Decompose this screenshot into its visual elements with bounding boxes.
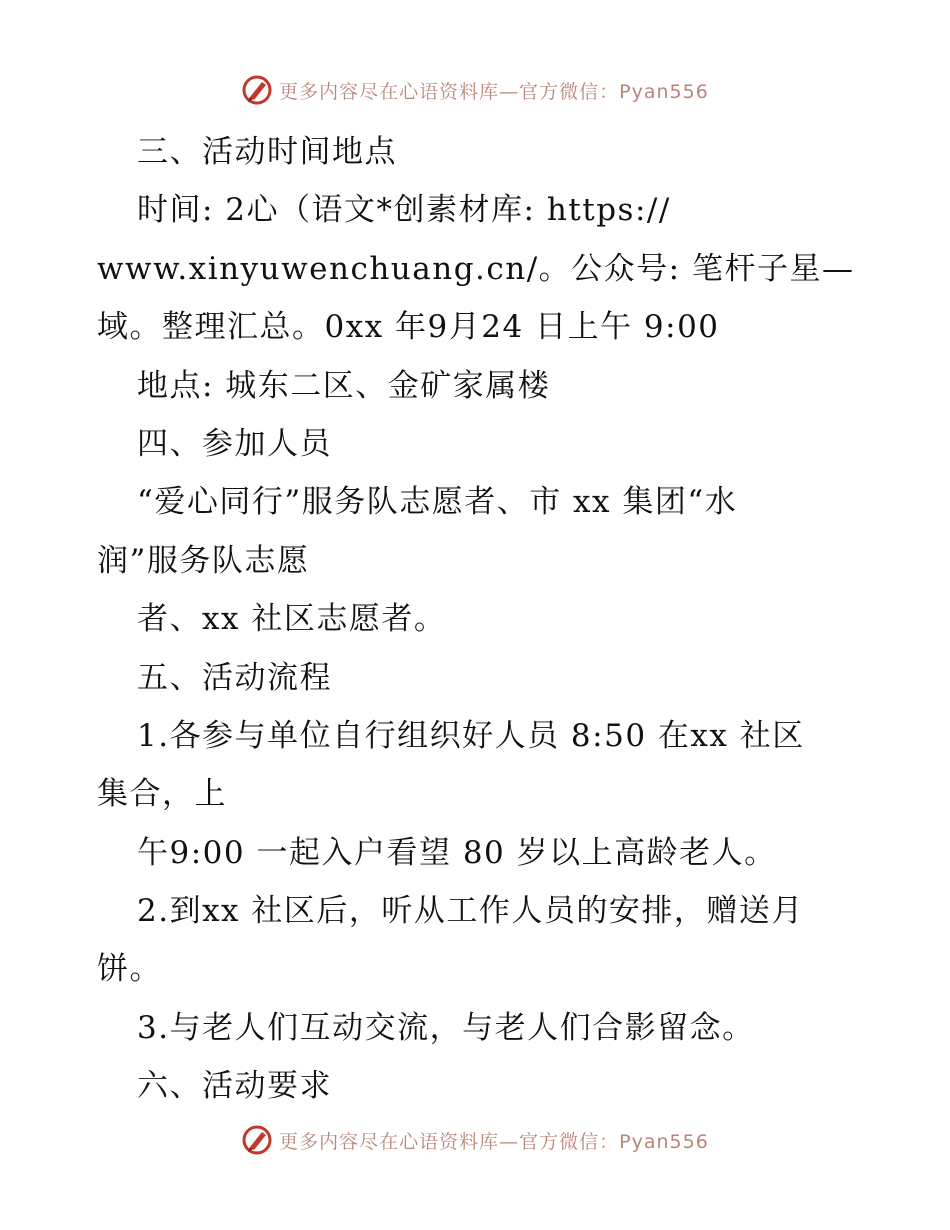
section-heading: 六、活动要求	[137, 1068, 332, 1105]
paragraph-line: “爱心同行”服务队志愿者、市 xx 集团“水	[137, 484, 738, 521]
section-heading: 四、参加人员	[137, 425, 332, 462]
paragraph-line: 集合，上	[97, 776, 227, 813]
list-item: 1.各参与单位自行组织好人员 8:50 在xx 社区	[137, 717, 805, 754]
paragraph-line: 时间: 2心（语文*创素材库: https://	[137, 192, 671, 229]
section-heading: 三、活动时间地点	[137, 134, 397, 170]
banner-wechat-id: Pyan556	[619, 1130, 709, 1153]
banner-wechat-id: Pyan556	[619, 80, 709, 103]
paragraph-line: 午9:00 一起入户看望 80 岁以上高龄老人。	[137, 834, 777, 871]
paragraph-line: 域。整理汇总。0xx 年9月24 日上午 9:00	[97, 309, 720, 346]
section-heading: 五、活动流程	[137, 659, 332, 696]
banner-text	[279, 77, 709, 104]
pen-logo-icon	[241, 74, 273, 106]
list-item: 3.与老人们互动交流，与老人们合影留念。	[137, 1009, 755, 1046]
banner-label: 更多内容尽在心语资料库—官方微信：	[279, 1130, 620, 1153]
header-banner	[0, 70, 950, 110]
paragraph-line: 者、xx 社区志愿者。	[137, 601, 447, 638]
paragraph-line: 地点: 城东二区、金矿家属楼	[137, 367, 551, 404]
paragraph-line: www.xinyuwenchuang.cn/。公众号: 笔杆子星—	[97, 250, 855, 287]
document-body	[97, 123, 855, 1116]
pen-logo-icon	[241, 1124, 273, 1156]
banner-text	[279, 1127, 709, 1154]
banner-label: 更多内容尽在心语资料库—官方微信：	[279, 80, 620, 103]
footer-banner	[0, 1120, 950, 1160]
paragraph-line: 饼。	[97, 951, 162, 988]
paragraph-line: 润”服务队志愿	[97, 542, 310, 579]
list-item: 2.到xx 社区后，听从工作人员的安排，赠送月	[137, 893, 804, 930]
